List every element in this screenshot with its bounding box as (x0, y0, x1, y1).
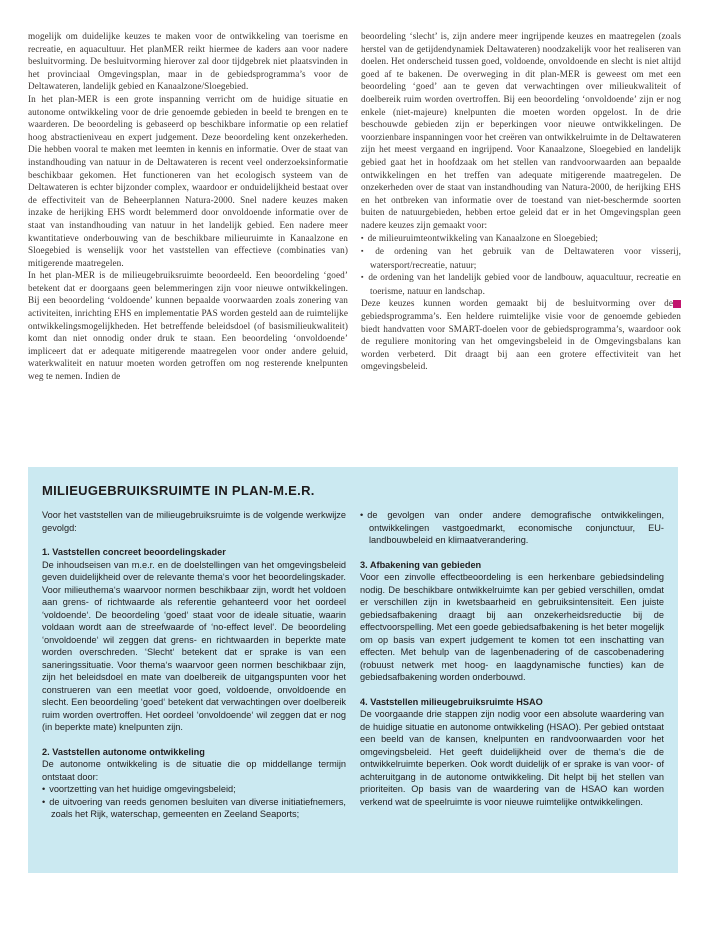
list-item: ▪ de ordening van het landelijk gebied voor de landbouw, aquacultuur, recreatie en toerisme, natuur en landschap. (361, 271, 681, 297)
infobox-intro: Voor het vaststellen van de milieugebruiksruimte is de volgende werkwijze gevolgd: (42, 510, 346, 533)
section-body-1: De inhoudseisen van m.e.r. en de doelstellingen van het omgevingsbeleid geven duidelijkheid over de relevante thema‘s voor het beoordelingskader. Voor milieuthema‘s waarvoor normen beschikbaar zijn, wordt het voldoen aan grens- of richtwaarde als referentie gehanteerd voor het oordeel ‘voldoende‘. De beoordeling ‘goed‘ staat voor de ideale situatie, waarin voldaan wordt aan de streefwaarde of ‘no-effect level‘. De beoordeling ‘onvoldoende‘ wil zeggen dat grens- en richtwaarden in beperkte mate worden overschreden. ‘Slecht‘ betekent dat er sprake is van een saneringssituatie. Voor thema‘s waarvoor geen normen beschikbaar zijn, zijn het beleidsdoel en mate van doelbereik de uitgangspunten voor het construeren van een meetlat voor goed, voldoende, onvoldoende en slecht. Een beoordeling ‘goed‘ betekent dat verwachtingen over doelbereik ruim worden overtroffen. Het oordeel ‘onvoldoende‘ wil zeggen dat er nog (in beperkte mate) knelpunten zijn. (42, 559, 346, 732)
section-body-2: De autonome ontwikkeling is de situatie die op middellange termijn ontstaat door: (42, 759, 346, 782)
infobox-columns (42, 509, 664, 821)
infobox-column-left (42, 509, 346, 821)
list-item: • de uitvoering van reeds genomen besluiten van diverse initiatiefnemers, zoals het Rijk, waterschap, gemeenten en Zeeland Seaports; (42, 796, 346, 821)
section-heading-2: 2. Vaststellen autonome ontwikkeling (42, 746, 205, 757)
list-item: ▪ de milieuruimteontwikkeling van Kanaalzone en Sloegebied; (361, 232, 681, 246)
bullet-list (42, 783, 346, 821)
article-column-right (361, 30, 681, 467)
list-item: • de gevolgen van onder andere demografische ontwikkelingen, ontwikkelingen vastgoedmarkt, economische conjunctuur, EU- landbouwbeleid en klimaatverandering. (360, 509, 664, 547)
list-item: ▪ de ordening van het gebruik van de Deltawateren voor visserij, watersport/recreatie, natuur; (361, 245, 681, 271)
bullet-list (361, 232, 681, 298)
paragraph: In het plan-MER is een grote inspanning verricht om de huidige situatie en autonome ontwikkeling voor de drie genoemde gebieden in beeld te brengen en te waarderen. De beoordeling is gebaseerd op beschikbare informatie op een relatief hoog abstractieniveau en expert judgement. Deze beoordeling kent onzekerheden. Die hebben vooral te maken met leemten in kennis en informatie. Over de staat van instandhouding van natuur in de Deltawateren is recent veel onderzoeksinformatie beschikbaar gekomen. Het functioneren van het ecologisch systeem van de Deltawateren is echter bijzonder complex, waardoor er onduidelijkheid bestaat over de effectiviteit van de Beheerplannen Natura-2000. Snel nadere keuzes maken inzake de herijking EHS wordt belemmerd door onvoldoende informatie over de staat van instandhouding van natuur in het landelijk gebied. Een nadere meer kwantitatieve onderbouwing van de beschikbare milieuruimte in Kanaalzone en Sloegebied is wenselijk voor het vaststellen van effectieve (combinaties van) mitigerende maatregelen. (28, 93, 348, 268)
infobox-milieugebruiksruimte (28, 467, 678, 873)
bullet-list (360, 509, 664, 547)
infobox-title: MILIEUGEBRUIKSRUIMTE IN PLAN-M.E.R. (42, 483, 315, 498)
paragraph: In het plan-MER is de milieugebruiksruimte beoordeeld. Een beoordeling ‘goed’ betekent dat er doorgaans geen belemmeringen zijn voor nieuwe ontwikkelingen. Bij een beoordeling ‘voldoende’ kunnen bepaalde voorwaarden zoals zonering van activiteiten, inrichting EHS en implementatie PAS worden gesteld aan de ruimtelijke ontwikkelingsmogelijkheden. Het betreffende beleidsdoel (of basismilieukwaliteit) komt dan niet onnodig onder druk te staan. Een beoordeling ‘onvoldoende’ impliceert dat er adequate mitigerende maatregelen voor onder andere geluid, waterkwaliteit en natuur moeten worden getroffen om nog resterende knelpunten weg te nemen. Indien de (28, 270, 349, 382)
section-body-3: Voor een zinvolle effectbeoordeling is een herkenbare gebiedsindeling nodig. De beschikbare ontwikkelruimte kan per gebied verschillen, omdat er verschillen zijn in kwetsbaarheid en gebruiksintensiteit. Een juiste gebiedsafbakening draagt bij aan onzekerheidsreductie bij de effectvoorspelling. Met een goede gebiedsafbakening is het beter mogelijk om op basis van expert judgement te komen tot een inschatting van effecten. Met behulp van de lagenbenadering of de cascobenadering (robuust netwerk met hoog- en laagdynamische functies) kan de gebiedsafbakening worden onderbouwd. (360, 572, 664, 682)
section-heading-1: 1. Vaststellen concreet beoordelingskader (42, 547, 226, 557)
list-item: • voortzetting van het huidige omgevingsbeleid; (42, 783, 346, 796)
paragraph-closing (361, 297, 681, 373)
infobox-column-right (360, 509, 664, 821)
paragraph: beoordeling ‘slecht’ is, zijn andere meer ingrijpende keuzes en maatregelen (zoals herstel van de getijdendynamiek Deltawateren) noodzakelijk voor het realiseren van doelen. Het onderscheid tussen goed, voldoende, onvoldoende en slecht is niet altijd goed af te bakenen. De overweging in dit plan-MER is geweest om met een beoordeling ‘goed’ aan te geven dat verwachtingen over milieukwaliteit of doelbereik ruim worden overtroffen. Bij een beoordeling ‘onvoldoende’ zijn er nog enkele (niet-majeure) knelpunten die moeten worden opgelost. In de drie beschouwde gebieden zijn er beperkingen voor nieuwe ontwikkelingen. De voorzienbare inspanningen voor het creëren van ontwikkelruimte in de Deltawateren zijn het meest vergaand en ingrijpend. Voor Kanaalzone, Sloegebied en landelijk gebied gaat het in hoofdzaak om het stellen van randvoorwaarden aan bepaalde ontwikkelingen en het treffen van adequate mitigerende maatregelen. De onzekerheden over de staat van instandhouding van Natura-2000, de herijking EHS en het ontbreken van informatie over de toestand van niet-beschermde soorten buiten de natuurgebieden, hebben ertoe geleid dat er in het Omgevingsplan geen nadere keuzes zijn gemaakt voor: (361, 31, 681, 230)
section-heading-4: 4. Vaststellen milieugebruiksruimte HSAO (360, 696, 543, 707)
end-of-article-marker-icon (673, 300, 681, 308)
section-heading-3: 3. Afbakening van gebieden (360, 559, 482, 570)
article-column-left (28, 30, 348, 467)
article-body (0, 0, 709, 467)
paragraph: mogelijk om duidelijke keuzes te maken voor de ontwikkeling van toerisme en recreatie, en aquacultuur. Het planMER reikt hiermee de kaders aan voor nadere besluitvorming. De besluitvorming hierover zal door tijdgebrek niet plaatsvinden in het provinciaal Omgevingsplan, maar in de gebiedsprogramma’s voor de Deltawateren, landelijk gebied en Kanaalzone/Sloegebied. (28, 31, 348, 92)
closing-text: Deze keuzes kunnen worden gemaakt bij de besluitvorming over de gebiedsprogramma’s. Een heldere ruimtelijke visie voor de genoemde gebieden biedt handvatten voor SMART-doelen voor de gebiedsprogramma’s, waardoor ook de reguliere monitoring van het omgevingsbeleid in de Omgevingsbalans kan worden verbeterd. Dit draagt bij aan een grotere effectiviteit van het omgevingsbeleid. (361, 298, 681, 372)
section-body-4: De voorgaande drie stappen zijn nodig voor een absolute waardering van de huidige situatie en autonome ontwikkeling (HSAO). Per gebied ontstaat een beeld van de kansen, knelpunten en randvoorwaarden voor het omgevingsbeleid. Het geeft duidelijkheid over de thema‘s die de ontwikkelruimte beperken. Ook wordt duidelijk of er sprake is van voor- of achteruitgang in de autonome ontwikkeling. Dit helpt bij het stellen van prioriteiten. Op basis van de waardering van de HSAO kan worden verkend wat de speelruimte is voor nieuwe ruimtelijke ontwikkelingen. (360, 709, 664, 807)
